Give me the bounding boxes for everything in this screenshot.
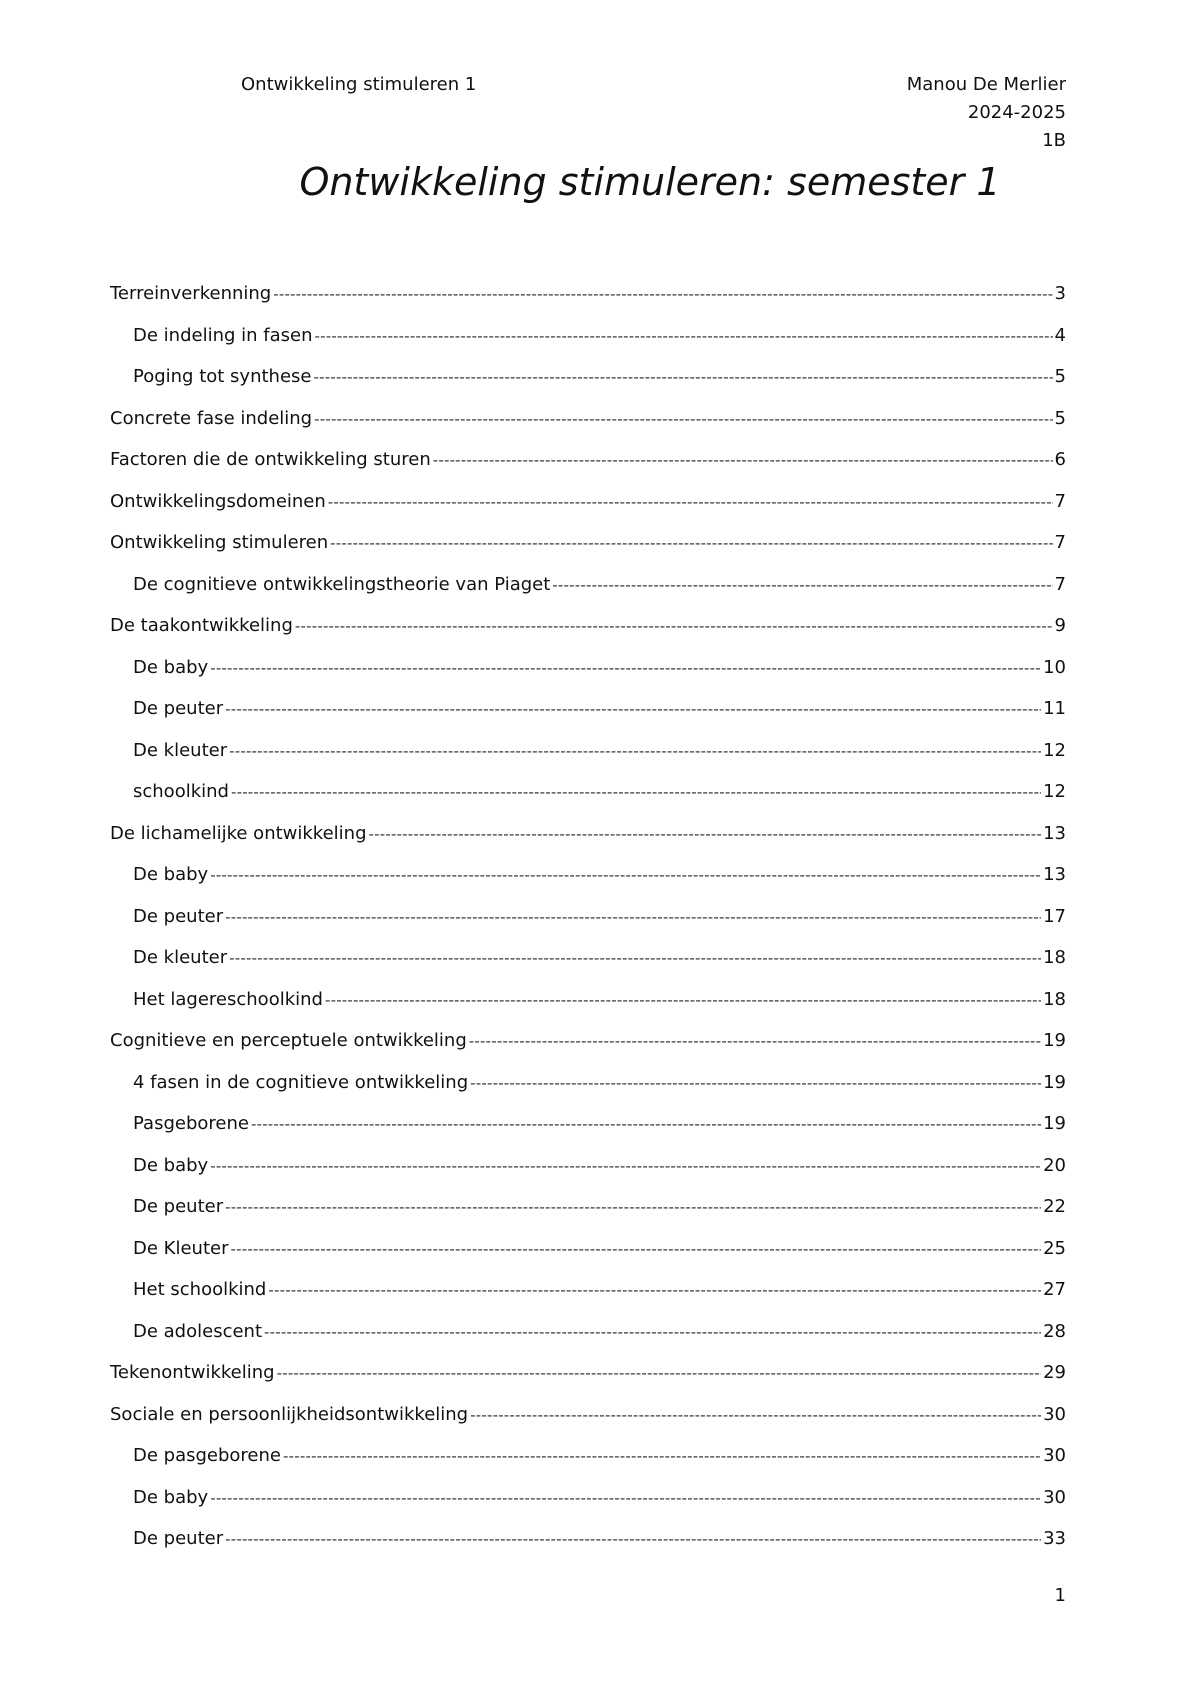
toc-entry-label: De taakontwikkeling: [110, 615, 293, 636]
toc-dot-leader: [225, 1525, 1041, 1553]
toc-entry[interactable]: [110, 1027, 1066, 1069]
toc-entry[interactable]: [110, 529, 1066, 571]
toc-entry-label: De baby: [133, 656, 209, 678]
toc-entry[interactable]: [110, 1401, 1066, 1443]
toc-dot-leader: [210, 1152, 1041, 1180]
toc-entry[interactable]: [110, 1193, 1066, 1235]
toc-entry-page: 5: [1054, 366, 1066, 387]
toc-dot-leader: [314, 322, 1052, 350]
toc-entry-page: 22: [1043, 1196, 1066, 1217]
toc-entry-page: 4: [1054, 324, 1066, 346]
toc-dot-leader: [314, 363, 1053, 391]
toc-entry[interactable]: [110, 778, 1066, 820]
toc-entry-label: Pasgeborene: [133, 1113, 249, 1134]
toc-entry-page: 33: [1043, 1528, 1066, 1549]
toc-dot-leader: [251, 1110, 1041, 1138]
toc-dot-leader: [229, 737, 1041, 765]
toc-entry-page: 13: [1043, 822, 1066, 844]
toc-entry-page: 10: [1043, 656, 1066, 678]
toc-entry[interactable]: [110, 405, 1066, 447]
toc-entry[interactable]: [110, 986, 1066, 1028]
toc-entry[interactable]: [110, 1359, 1066, 1401]
toc-entry-label: De peuter: [133, 1196, 224, 1217]
toc-dot-leader: [264, 1318, 1041, 1346]
toc-entry-page: 3: [1054, 283, 1066, 304]
document-title: Ontwikkeling stimuleren: semester 1: [299, 160, 1001, 204]
toc-entry-page: 28: [1043, 1320, 1066, 1342]
toc-entry-label: De pasgeborene: [133, 1445, 281, 1466]
toc-entry[interactable]: [110, 861, 1066, 903]
toc-entry-label: De peuter: [133, 1528, 224, 1549]
toc-dot-leader: [268, 1276, 1041, 1304]
header-year: 2024-2025: [967, 102, 1066, 123]
toc-dot-leader: [314, 405, 1052, 433]
toc-entry-label: De baby: [133, 864, 209, 885]
toc-dot-leader: [552, 571, 1052, 599]
toc-entry-page: 18: [1043, 947, 1066, 968]
toc-entry-page: 18: [1043, 988, 1066, 1010]
toc-entry-page: 30: [1043, 1403, 1066, 1425]
toc-entry[interactable]: [110, 571, 1066, 613]
toc-entry[interactable]: [110, 280, 1066, 322]
toc-dot-leader: [210, 861, 1041, 889]
toc-entry[interactable]: [110, 1318, 1066, 1360]
toc-dot-leader: [470, 1069, 1041, 1097]
toc-entry-label: Het schoolkind: [133, 1279, 267, 1300]
toc-entry[interactable]: [110, 1525, 1066, 1567]
toc-entry-page: 25: [1043, 1237, 1066, 1259]
toc-dot-leader: [283, 1442, 1041, 1470]
toc-entry-label: 4 fasen in de cognitieve ontwikkeling: [133, 1071, 469, 1093]
toc-entry-label: schoolkind: [133, 781, 229, 802]
toc-entry-page: 7: [1054, 490, 1066, 512]
toc-entry-page: 13: [1043, 864, 1066, 885]
toc-entry-label: Sociale en persoonlijkheidsontwikkeling: [110, 1403, 469, 1425]
toc-entry[interactable]: [110, 1110, 1066, 1152]
toc-dot-leader: [225, 1193, 1041, 1221]
toc-entry[interactable]: [110, 446, 1066, 488]
toc-entry-page: 27: [1043, 1279, 1066, 1300]
toc-entry-label: Factoren die de ontwikkeling sturen: [110, 449, 431, 470]
toc-entry-page: 5: [1054, 407, 1066, 429]
toc-entry-page: 19: [1043, 1071, 1066, 1093]
toc-entry-page: 29: [1043, 1362, 1066, 1383]
toc-entry-page: 11: [1043, 698, 1066, 719]
toc-entry[interactable]: [110, 1235, 1066, 1277]
toc-entry-label: Tekenontwikkeling: [110, 1362, 275, 1383]
header-author: Manou De Merlier: [906, 74, 1066, 95]
toc-dot-leader: [210, 1484, 1041, 1512]
toc-entry[interactable]: [110, 654, 1066, 696]
toc-entry[interactable]: [110, 1484, 1066, 1526]
toc-entry-label: De Kleuter: [133, 1237, 229, 1259]
toc-entry-label: De indeling in fasen: [133, 324, 313, 346]
header-class: 1B: [1042, 130, 1066, 151]
toc-entry[interactable]: [110, 1442, 1066, 1484]
toc-entry-label: Terreinverkenning: [110, 283, 272, 304]
toc-entry[interactable]: [110, 488, 1066, 530]
toc-entry-label: Ontwikkeling stimuleren: [110, 532, 329, 553]
toc-entry-label: De baby: [133, 1486, 209, 1508]
toc-entry[interactable]: [110, 903, 1066, 945]
toc-entry-page: 30: [1043, 1445, 1066, 1466]
toc-entry-page: 9: [1054, 615, 1066, 636]
toc-entry-page: 20: [1043, 1154, 1066, 1176]
toc-entry-label: Poging tot synthese: [133, 366, 312, 387]
toc-entry-label: Cognitieve en perceptuele ontwikkeling: [110, 1030, 467, 1051]
toc-entry-label: De kleuter: [133, 739, 228, 761]
toc-entry-label: De peuter: [133, 905, 224, 927]
toc-entry-page: 6: [1054, 449, 1066, 470]
toc-entry-page: 30: [1043, 1486, 1066, 1508]
toc-entry[interactable]: [110, 322, 1066, 364]
toc-dot-leader: [225, 903, 1041, 931]
toc-entry-label: De cognitieve ontwikkelingstheorie van Piaget: [133, 573, 551, 595]
toc-entry[interactable]: [110, 820, 1066, 862]
toc-entry[interactable]: [110, 695, 1066, 737]
toc-dot-leader: [277, 1359, 1042, 1387]
toc-entry[interactable]: [110, 612, 1066, 654]
toc-dot-leader: [470, 1401, 1041, 1429]
toc-entry-label: De baby: [133, 1154, 209, 1176]
header-author-block: [907, 71, 1066, 155]
toc-entry-label: Het lagereschoolkind: [133, 988, 323, 1010]
toc-dot-leader: [433, 446, 1053, 474]
toc-entry-page: 19: [1043, 1113, 1066, 1134]
toc-dot-leader: [369, 820, 1042, 848]
table-of-contents: [110, 280, 1066, 1567]
toc-entry-label: De lichamelijke ontwikkeling: [110, 822, 367, 844]
toc-entry-page: 12: [1043, 739, 1066, 761]
toc-entry-label: Ontwikkelingsdomeinen: [110, 490, 326, 512]
toc-entry[interactable]: [110, 737, 1066, 779]
toc-entry-label: De kleuter: [133, 947, 228, 968]
toc-entry[interactable]: [110, 363, 1066, 405]
page-number: 1: [1054, 1585, 1066, 1606]
toc-dot-leader: [325, 986, 1041, 1014]
toc-entry-page: 7: [1054, 573, 1066, 595]
toc-dot-leader: [469, 1027, 1041, 1055]
toc-entry-page: 17: [1043, 905, 1066, 927]
toc-dot-leader: [229, 944, 1041, 972]
toc-entry-page: 12: [1043, 781, 1066, 802]
toc-dot-leader: [231, 778, 1041, 806]
toc-entry-label: De peuter: [133, 698, 224, 719]
toc-dot-leader: [210, 654, 1041, 682]
toc-dot-leader: [273, 280, 1052, 308]
toc-entry[interactable]: [110, 1069, 1066, 1111]
toc-entry[interactable]: [110, 1276, 1066, 1318]
toc-entry-label: Concrete fase indeling: [110, 407, 313, 429]
toc-entry[interactable]: [110, 1152, 1066, 1194]
toc-dot-leader: [295, 612, 1053, 640]
toc-entry-page: 7: [1054, 532, 1066, 553]
toc-entry-page: 19: [1043, 1030, 1066, 1051]
toc-dot-leader: [328, 488, 1053, 516]
toc-dot-leader: [230, 1235, 1041, 1263]
header-course-name: Ontwikkeling stimuleren 1: [241, 74, 477, 95]
toc-dot-leader: [225, 695, 1041, 723]
toc-dot-leader: [330, 529, 1052, 557]
toc-entry-label: De adolescent: [133, 1320, 263, 1342]
toc-entry[interactable]: [110, 944, 1066, 986]
